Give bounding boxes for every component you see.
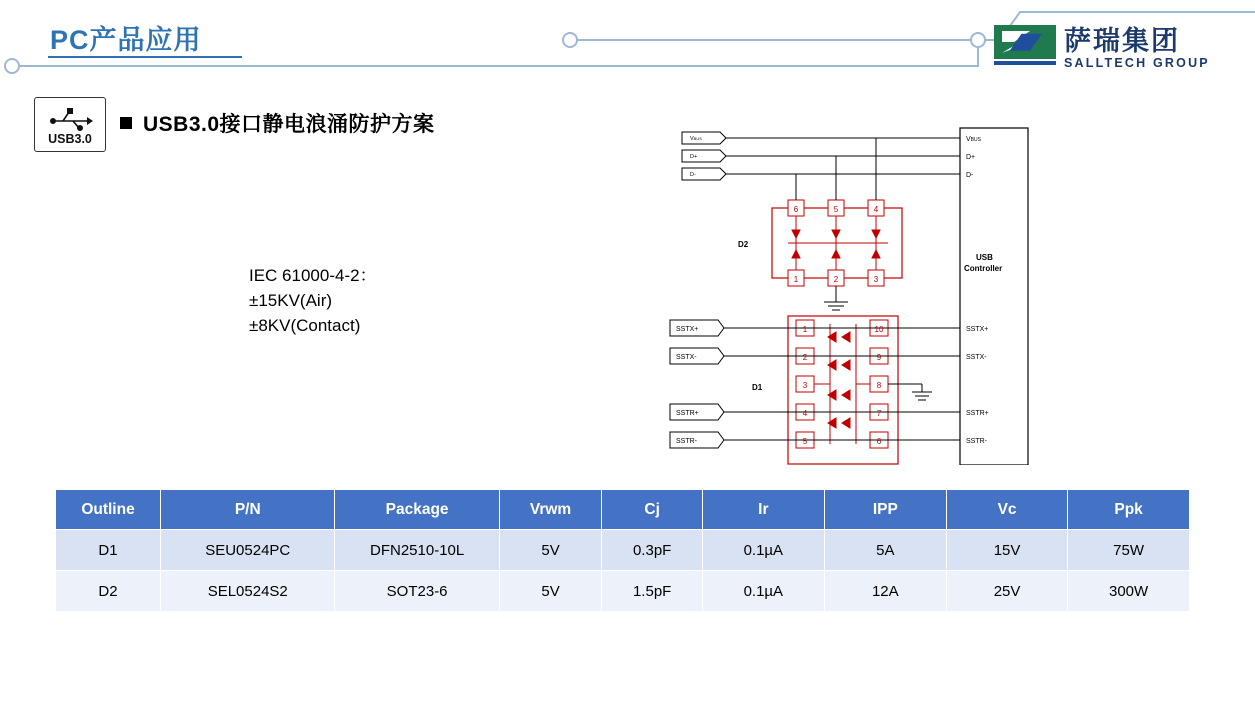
bullet-square-icon [120, 117, 132, 129]
table-header-ir: Ir [702, 490, 824, 530]
table-header-outline: Outline [56, 490, 161, 530]
svg-text:D-: D- [966, 172, 974, 179]
svg-text:D2: D2 [738, 240, 749, 249]
cell-outline: D2 [56, 571, 161, 612]
svg-text:6: 6 [793, 205, 799, 214]
svg-text:3: 3 [802, 381, 808, 390]
page-title-underline [48, 56, 242, 58]
svg-text:Controller: Controller [964, 264, 1003, 273]
cell-ipp: 12A [824, 571, 946, 612]
cell-pn: SEL0524S2 [161, 571, 335, 612]
svg-text:SSTR+: SSTR+ [676, 410, 699, 417]
table-row [56, 530, 1190, 571]
svg-text:2: 2 [833, 275, 839, 284]
svg-text:VBUS: VBUS [966, 136, 981, 143]
salltech-logo-icon [994, 25, 1056, 71]
svg-text:D1: D1 [752, 383, 763, 392]
section-heading-text: USB3.0接口静电浪涌防护方案 [143, 113, 435, 136]
svg-text:SSTX-: SSTX- [966, 354, 987, 361]
table-header-row [56, 490, 1190, 530]
svg-text:D+: D+ [966, 154, 976, 161]
cell-cj: 1.5pF [602, 571, 703, 612]
cell-outline: D1 [56, 530, 161, 571]
cell-package: SOT23-6 [335, 571, 499, 612]
svg-text:SSTX+: SSTX+ [676, 326, 699, 333]
cell-vrwm: 5V [499, 571, 602, 612]
cell-ppk: 300W [1068, 571, 1190, 612]
svg-text:USB: USB [976, 253, 993, 262]
svg-text:7: 7 [876, 409, 882, 418]
svg-text:4: 4 [802, 409, 808, 418]
cell-ipp: 5A [824, 530, 946, 571]
cell-vc: 25V [946, 571, 1067, 612]
cell-vrwm: 5V [499, 530, 602, 571]
svg-text:3: 3 [873, 275, 879, 284]
svg-text:5: 5 [833, 205, 839, 214]
svg-text:8: 8 [876, 381, 882, 390]
parameter-table [55, 489, 1190, 612]
top-port-dplus [682, 150, 960, 162]
usb-badge [34, 97, 106, 152]
svg-text:4: 4 [873, 205, 879, 214]
svg-text:SSTX-: SSTX- [676, 354, 697, 361]
svg-text:5: 5 [802, 437, 808, 446]
svg-text:SSTR-: SSTR- [676, 438, 697, 445]
table-header-package: Package [335, 490, 499, 530]
svg-text:2: 2 [802, 353, 808, 362]
svg-text:1: 1 [802, 325, 808, 334]
svg-text:SSTR-: SSTR- [966, 438, 987, 445]
cell-package: DFN2510-10L [335, 530, 499, 571]
cell-vc: 15V [946, 530, 1067, 571]
section-heading [120, 108, 435, 138]
cell-ir: 0.1µA [702, 571, 824, 612]
top-port-dminus [682, 168, 960, 180]
svg-text:1: 1 [793, 275, 799, 284]
svg-text:D-: D- [690, 172, 696, 178]
cell-ppk: 75W [1068, 530, 1190, 571]
top-port-vbus [682, 132, 960, 144]
table-row [56, 571, 1190, 612]
logo-name-cn: 萨瑞集团 [1064, 25, 1180, 56]
svg-text:D+: D+ [690, 154, 698, 160]
spec-line-2: ±15KV(Air) [249, 291, 333, 310]
usb-badge-label: USB3.0 [48, 132, 92, 146]
cell-cj: 0.3pF [602, 530, 703, 571]
spec-line-3: ±8KV(Contact) [249, 316, 361, 335]
iec-spec-text [249, 263, 377, 338]
svg-text:SSTR+: SSTR+ [966, 410, 989, 417]
table-header-cj: Cj [602, 490, 703, 530]
svg-text:6: 6 [876, 437, 882, 446]
table-header-vc: Vc [946, 490, 1067, 530]
page-header [0, 0, 1255, 90]
table-header-ipp: IPP [824, 490, 946, 530]
svg-text:9: 9 [876, 353, 882, 362]
cell-ir: 0.1µA [702, 530, 824, 571]
page-title: PC产品应用 [50, 25, 202, 55]
svg-text:SSTX+: SSTX+ [966, 326, 989, 333]
logo-text [1064, 26, 1210, 71]
usb-icon [47, 104, 95, 132]
svg-text:10: 10 [874, 325, 884, 334]
company-logo [994, 22, 1239, 74]
cell-pn: SEU0524PC [161, 530, 335, 571]
table-header-ppk: Ppk [1068, 490, 1190, 530]
usb3-protection-schematic [660, 120, 1040, 465]
table-header-pn: P/N [161, 490, 335, 530]
logo-name-en: SALLTECH GROUP [1064, 55, 1210, 70]
svg-text:VBUS: VBUS [690, 136, 702, 142]
table-header-vrwm: Vrwm [499, 490, 602, 530]
spec-line-1: IEC 61000-4-2： [249, 266, 377, 285]
